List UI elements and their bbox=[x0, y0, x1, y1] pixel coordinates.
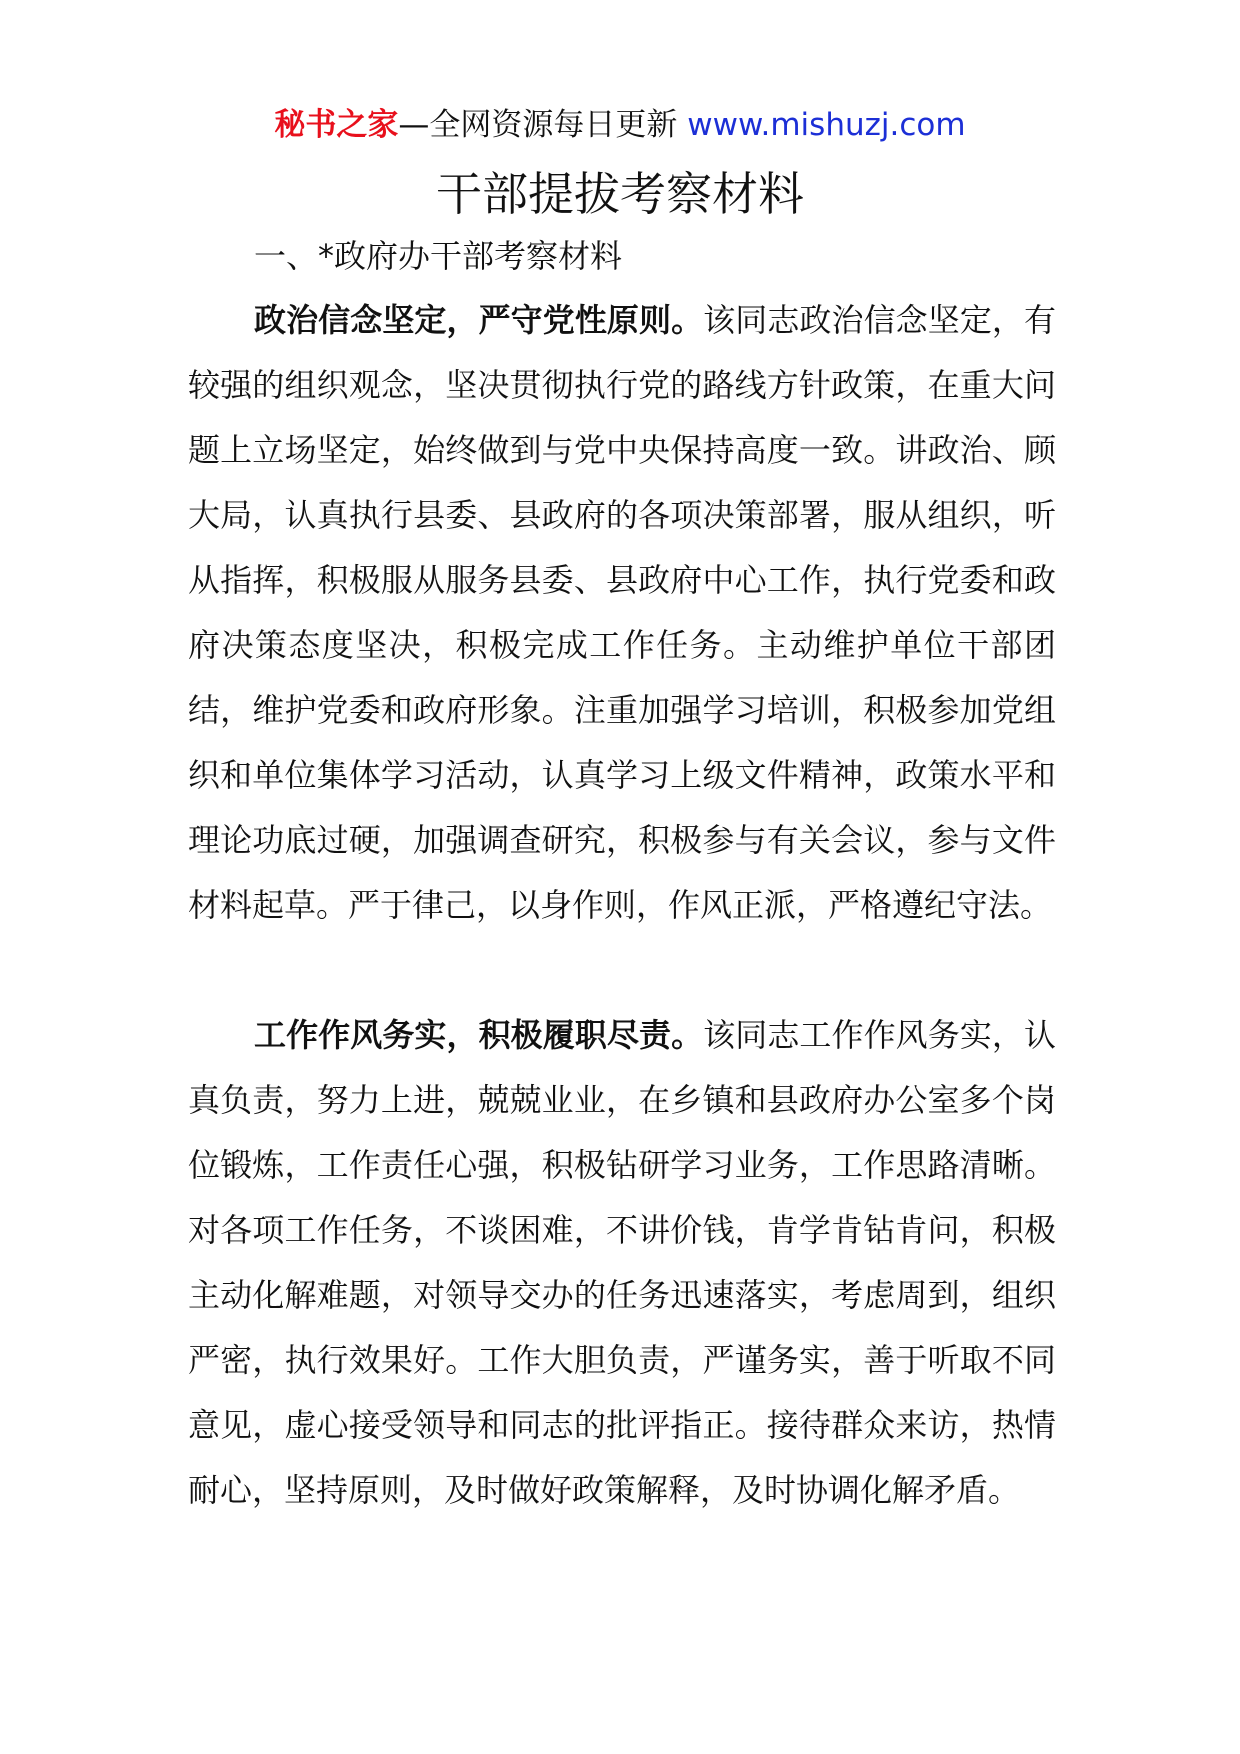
paragraph-lead: 工作作风务实，积极履职尽责。 bbox=[254, 1016, 704, 1054]
site-banner bbox=[0, 100, 1240, 150]
paragraph-work-style bbox=[188, 1003, 1056, 1523]
document-title: 干部提拔考察材料 bbox=[436, 167, 804, 221]
site-brand: 秘书之家 bbox=[274, 107, 399, 143]
paragraph-lead: 政治信念坚定，严守党性原则。 bbox=[254, 301, 704, 339]
paragraph-body: 该同志政治信念坚定，有较强的组织观念，坚决贯彻执行党的路线方针政策，在重大问题上立场坚定，始终做到与党中央保持高度一致。讲政治、顾大局，认真执行县委、县政府的各项决策部署，服从组织，听从指挥，积极服从服务县委、县政府中心工作，执行党委和政府决策态度坚决，积极完成工作任务。主动维护单位干部团结，维护党委和政府形象。注重加强学习培训，积极参加党组织和单位集体学习活动，认真学习上级文件精神，政策水平和理论功底过硬，加强调查研究，积极参与有关会议，参与文件材料起草。严于律己，以身作则，作风正派，严格遵纪守法。 bbox=[188, 301, 1056, 924]
paragraph-political-belief bbox=[188, 288, 1056, 938]
section-heading: 一、*政府办干部考察材料 bbox=[254, 237, 623, 275]
site-url-link[interactable]: www.mishuzj.com bbox=[687, 107, 966, 143]
site-tagline: —全网资源每日更新 bbox=[398, 107, 688, 143]
paragraph-body: 该同志工作作风务实，认真负责，努力上进，兢兢业业，在乡镇和县政府办公室多个岗位锻炼，工作责任心强，积极钻研学习业务，工作思路清晰。对各项工作任务，不谈困难，不讲价钱，肯学肯钻肯问，积极主动化解难题，对领导交办的任务迅速落实，考虑周到，组织严密，执行效果好。工作大胆负责，严谨务实，善于听取不同意见，虚心接受领导和同志的批评指正。接待群众来访，热情耐心，坚持原则，及时做好政策解释，及时协调化解矛盾。 bbox=[188, 1016, 1056, 1509]
